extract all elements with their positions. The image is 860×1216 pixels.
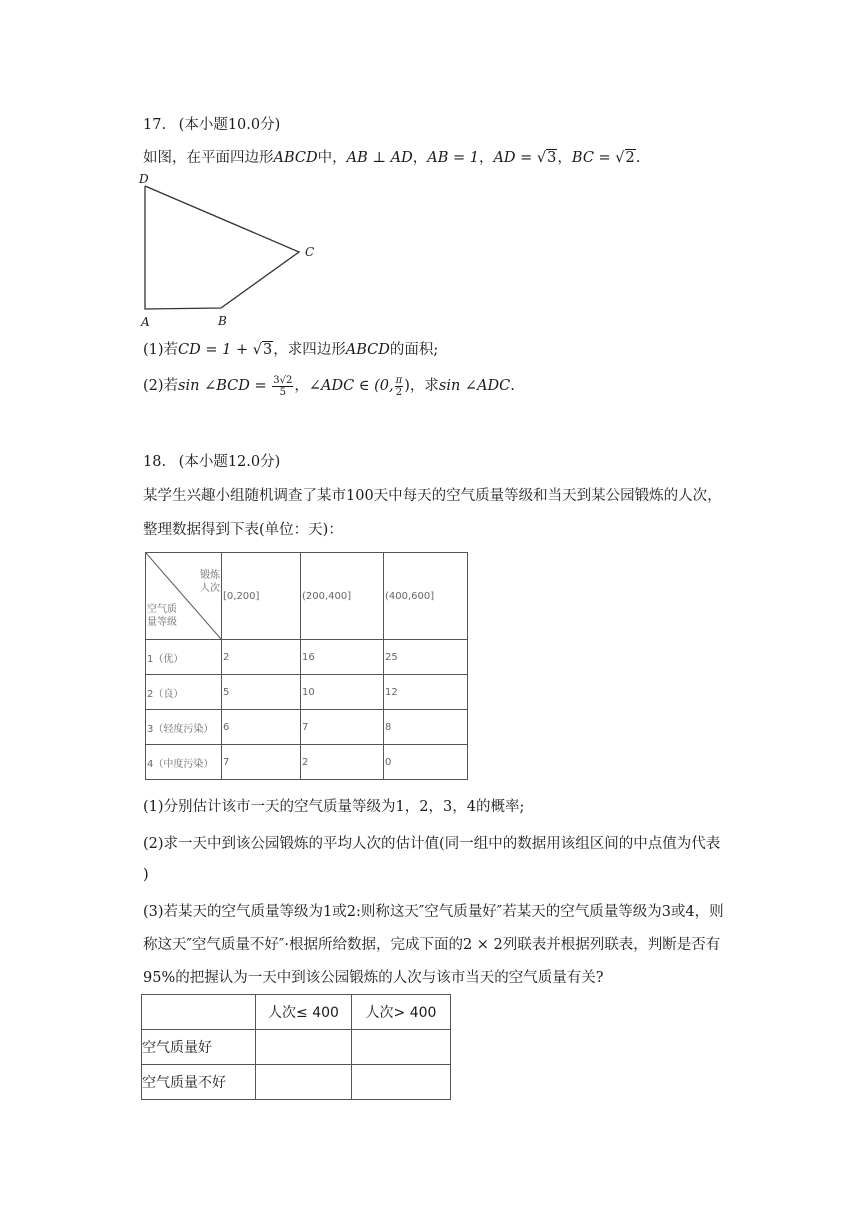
contingency-table bbox=[141, 994, 451, 1100]
corner-top-line1: 锻炼 bbox=[200, 570, 220, 581]
table-cell: 12 bbox=[384, 675, 468, 710]
q17-cond3: AD = bbox=[493, 150, 537, 166]
fraction-denominator: 5 bbox=[279, 386, 286, 398]
table-row bbox=[146, 710, 468, 745]
table-cell: 8 bbox=[384, 710, 468, 745]
table-cell: 2 bbox=[301, 745, 384, 780]
table-row bbox=[142, 1030, 451, 1065]
q18-part3-line2: 称这天″空气质量不好″·根据所给数据，完成下面的2 × 2列联表并根据列联表，判断是否有 bbox=[143, 937, 721, 953]
q17-part2: (2)若sin ∠BCD = $\frac{3√2}{5}$ ，∠ADC ∈ (0, $\frac{\pi}{2}$ )，求sin ∠ADC. bbox=[143, 374, 515, 398]
corner-bottom-line1: 空气质 bbox=[147, 604, 177, 615]
q17-part1-quad: ABCD bbox=[345, 342, 390, 358]
q17-cond4-radicand: 2 bbox=[625, 150, 635, 166]
q18-heading bbox=[143, 450, 280, 471]
q17-part2-ask: ，求 bbox=[409, 378, 439, 394]
q17-part1-radicand: 3 bbox=[262, 342, 273, 358]
table-row bbox=[142, 1065, 451, 1100]
q17-cond4: BC = bbox=[571, 150, 616, 166]
q17-part2-prefix: (2)若 bbox=[143, 378, 179, 394]
q18-number: 18. bbox=[143, 454, 167, 470]
q17-tag: (本小题10.0分) bbox=[178, 117, 281, 133]
corner-bottom-label bbox=[147, 603, 177, 629]
corner-bottom-line2: 量等级 bbox=[147, 617, 177, 628]
q18-part3-line1: (3)若某天的空气质量等级为1或2:则称这天″空气质量好″若某天的空气质量等级为3或4，则 bbox=[143, 904, 724, 920]
q17-part2-fraction bbox=[272, 375, 293, 398]
row-label: 1（优） bbox=[146, 640, 222, 675]
q17-part1-mid: ，求四边形 bbox=[273, 342, 346, 358]
q17-part2-end: . bbox=[510, 378, 515, 394]
q17-part2-target: sin ∠ADC bbox=[438, 378, 511, 394]
q18-tag: (本小题12.0分) bbox=[178, 454, 281, 470]
q17-stem-intro: 如图，在平面四边形 bbox=[143, 150, 274, 166]
fraction-numerator: 3√2 bbox=[273, 374, 293, 386]
quadrilateral-abcd-outline bbox=[145, 186, 299, 309]
table-corner-cell bbox=[146, 553, 222, 640]
table-cell: 7 bbox=[301, 710, 384, 745]
table-cell-empty bbox=[142, 995, 256, 1030]
row-label: 空气质量不好 bbox=[142, 1065, 256, 1100]
q17-number: 17. bbox=[143, 117, 167, 133]
q18-part2-line1: (2)求一天中到该公园锻炼的平均人次的估计值(同一组中的数据用该组区间的中点值为代表 bbox=[143, 836, 721, 852]
q18-stem-line1: 某学生兴趣小组随机调查了某市100天中每天的空气质量等级和当天到某公园锻炼的人次， bbox=[143, 488, 722, 504]
table-cell-empty bbox=[256, 1065, 352, 1100]
q17-part2-sin: sin ∠BCD = bbox=[178, 378, 272, 394]
q17-stem-quad: ABCD bbox=[273, 150, 318, 166]
table-cell-empty bbox=[256, 1030, 352, 1065]
table-cell: 0 bbox=[384, 745, 468, 780]
air-quality-exercise-table bbox=[145, 552, 468, 780]
q17-quadrilateral-figure bbox=[130, 168, 330, 333]
q17-part1-prefix: (1)若 bbox=[143, 342, 179, 358]
table-cell: 6 bbox=[222, 710, 301, 745]
q17-cond3-radicand: 3 bbox=[547, 150, 557, 166]
q17-stem: 如图，在平面四边形ABCD中，AB ⊥ AD，AB = 1，AD = √3，BC = √2. bbox=[143, 150, 641, 166]
column-header: [0,200] bbox=[222, 553, 301, 640]
row-label: 空气质量好 bbox=[142, 1030, 256, 1065]
q17-cond2: AB = 1 bbox=[427, 150, 479, 166]
pi-numerator: π bbox=[395, 374, 403, 386]
q17-part1: (1)若CD = 1 + √3，求四边形ABCD的面积; bbox=[143, 342, 439, 358]
table-cell: 7 bbox=[222, 745, 301, 780]
table-cell-empty bbox=[352, 1030, 451, 1065]
table-cell: 25 bbox=[384, 640, 468, 675]
q17-part1-cd: CD = 1 + bbox=[178, 342, 253, 358]
table-cell: 10 bbox=[301, 675, 384, 710]
table-cell: 5 bbox=[222, 675, 301, 710]
q17-stem-zhong: 中， bbox=[317, 150, 347, 166]
table-cell: 2 bbox=[222, 640, 301, 675]
q18-part3-line3: 95%的把握认为一天中到该公园锻炼的人次与该市当天的空气质量有关? bbox=[143, 970, 604, 986]
q17-part2-angle: ∠ADC ∈ (0, bbox=[308, 378, 394, 394]
q18-stem-line2: 整理数据得到下表(单位：天)： bbox=[143, 522, 343, 538]
table-row bbox=[146, 745, 468, 780]
table-row bbox=[146, 640, 468, 675]
q18-part2-line2: ) bbox=[143, 867, 149, 883]
pi-denominator: 2 bbox=[395, 386, 403, 398]
figure-label-b: B bbox=[218, 314, 227, 328]
corner-top-label bbox=[200, 569, 220, 595]
column-header: 人次> 400 bbox=[352, 995, 451, 1030]
q17-cond1: AB ⊥ AD bbox=[346, 150, 413, 166]
column-header: 人次≤ 400 bbox=[256, 995, 352, 1030]
row-label: 2（良） bbox=[146, 675, 222, 710]
figure-label-a: A bbox=[141, 315, 150, 329]
column-header: (200,400] bbox=[301, 553, 384, 640]
row-label: 4（中度污染） bbox=[146, 745, 222, 780]
figure-label-d: D bbox=[139, 172, 149, 186]
q17-part1-end: 的面积; bbox=[389, 342, 439, 358]
row-label: 3（轻度污染） bbox=[146, 710, 222, 745]
corner-top-line2: 人次 bbox=[200, 583, 220, 594]
table-row bbox=[142, 995, 451, 1030]
figure-label-c: C bbox=[305, 245, 315, 259]
q17-part2-pi-fraction bbox=[395, 375, 404, 398]
q17-part2-close: ) bbox=[404, 378, 410, 394]
q18-part1: (1)分别估计该市一天的空气质量等级为1，2，3，4的概率; bbox=[143, 799, 525, 815]
q17-heading bbox=[143, 113, 280, 134]
table-row bbox=[146, 675, 468, 710]
column-header: (400,600] bbox=[384, 553, 468, 640]
table-cell-empty bbox=[352, 1065, 451, 1100]
table-cell: 16 bbox=[301, 640, 384, 675]
